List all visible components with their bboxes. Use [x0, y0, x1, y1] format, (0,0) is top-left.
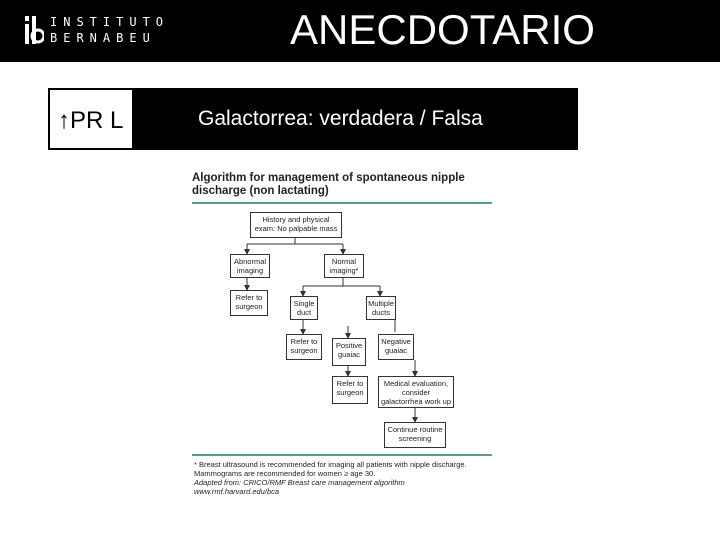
box-negative-guaiac: Negative guaiac [378, 334, 414, 360]
box-medical-evaluation: Medical evaluation, consider galactorrhea work up [378, 376, 454, 408]
slide-title: ANECDOTARIO [290, 6, 595, 53]
flowchart-arrows [190, 172, 498, 502]
figure-title: Algorithm for management of spontaneous nipple discharge (non lactating) [192, 172, 465, 197]
figure-footnote [194, 460, 494, 496]
algorithm-figure [190, 172, 498, 502]
box-history: History and physical exam: No palpable mass [250, 212, 342, 238]
box-refer-surgeon-3: Refer to surgeon [332, 376, 368, 404]
footnote-line-1: * Breast ultrasound is recommended for imaging all patients with nipple discharge. Mammograms are recommended for women ≥ age 30. [194, 460, 467, 478]
box-multiple-ducts: Multiple ducts [366, 296, 396, 320]
footnote-line-2: Adapted from: CRICO/RMF Breast care management algorithm [194, 478, 405, 487]
logo-mark-icon [24, 16, 44, 46]
box-positive-guaiac: Positive guaiac [332, 338, 366, 366]
prl-label: ↑PR L [58, 107, 124, 134]
box-refer-surgeon-2: Refer to surgeon [286, 334, 322, 360]
figure-bottom-rule [192, 454, 492, 456]
logo-line-1: INSTITUTO [50, 15, 170, 29]
box-normal-imaging: Normal imaging* [324, 254, 364, 278]
footnote-line-3: www.rmf.harvard.edu/bca [194, 487, 280, 496]
logo-line-2: BERNABEU [50, 31, 156, 45]
box-continue-screening: Continue routine screening [384, 422, 446, 448]
box-abnormal-imaging: Abnormal imaging [230, 254, 270, 278]
box-refer-surgeon-1: Refer to surgeon [230, 290, 268, 316]
header-bar [0, 0, 720, 62]
logo-text [50, 14, 169, 46]
box-single-duct: Single duct [290, 296, 318, 320]
banner-text: Galactorrea: verdadera / Falsa [198, 107, 483, 130]
